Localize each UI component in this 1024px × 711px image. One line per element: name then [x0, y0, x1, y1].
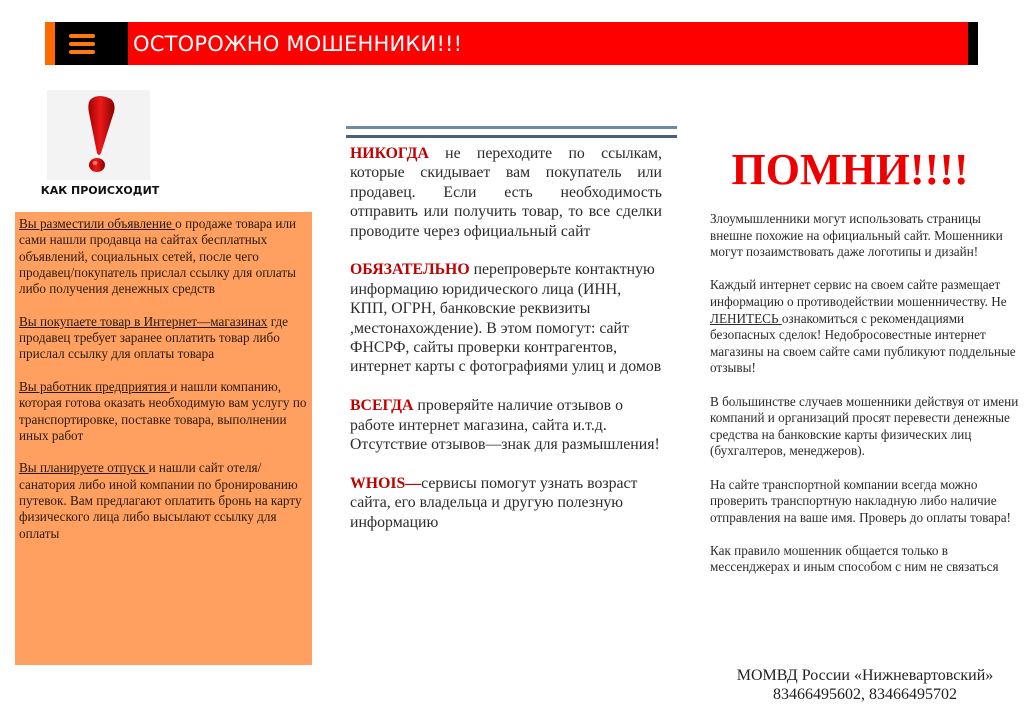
remember-heading: ПОМНИ!!!!	[731, 145, 969, 194]
advice-text: не переходите по ссылкам, которые скидывает вам покупатель или продавец. Если есть необходимость отправить или получить товар, то все сделки проводите через официальный сайт	[350, 145, 662, 240]
scenario-item	[19, 314, 308, 363]
how-it-happens-heading: КАК ПРОИСХОДИТ	[40, 184, 160, 197]
advice-keyword: WHOIS—	[350, 474, 422, 492]
remember-paragraph: На сайте транспортной компании всегда можно проверить транспортную накладную либо наличие отправления на ваше имя. Проверь до оплаты товара!	[710, 476, 1011, 525]
scenario-item	[19, 460, 308, 541]
contact-block	[700, 666, 1024, 704]
advice-item	[350, 144, 662, 241]
advice-keyword: ВСЕГДА	[350, 397, 414, 415]
advice-item	[350, 474, 662, 532]
remember-column	[710, 211, 1020, 593]
advice-column	[350, 144, 662, 551]
scenario-text: и нашли сайт отеля/санатория либо иной компании по бронированию путевок. Вам предлагают оплатить бронь на карту физического лица либо высылают ссылку для оплаты	[19, 460, 302, 541]
remember-paragraph	[710, 277, 1020, 377]
remember-paragraph: В большинстве случаев мошенники действуя от имени компаний и организаций просят перевести денежные средства на банковские карты физических лиц (бухгалтеров, менеджеров).	[710, 393, 1019, 459]
remember-text: ознакомиться с рекомендациями безопасных сделок! Недобросовестные интернет магазины на своем сайте сами публикуют поддельные отзывы!	[710, 310, 1016, 376]
double-rule-divider	[346, 126, 677, 138]
remember-paragraph: Злоумышленники могут использовать страницы внешне похожие на официальный сайт. Мошенники могут позаимствовать даже логотипы и дизайн!	[710, 211, 1003, 260]
advice-text: сервисы помогут узнать возраст сайта, его владельца и другую полезную информацию	[350, 474, 638, 531]
contact-phones: 83466495602, 83466495702	[773, 686, 957, 703]
red-exclamation-mark-icon	[47, 90, 150, 180]
scenario-lead: Вы разместили объявление	[19, 216, 176, 231]
banner-accent-strip	[45, 22, 55, 65]
scenario-text: о продаже товара или сами нашли продавца на сайтах бесплатных объявлений, социальных сетей, после чего продавец/покупатель прислал ссылку для оплаты либо получения денежных средств	[19, 216, 297, 297]
banner-title-area	[128, 22, 968, 65]
advice-keyword: ОБЯЗАТЕЛЬНО	[350, 261, 470, 279]
menu-button[interactable]	[55, 22, 128, 65]
banner-title: ОСТОРОЖНО МОШЕННИКИ!!!	[133, 31, 463, 56]
remember-paragraph: Как правило мошенник общается только в мессенджерах и иным способом с ним не связаться	[710, 542, 999, 575]
advice-item	[350, 396, 662, 454]
advice-text: проверяйте наличие отзывов о работе интернет магазина, сайта и.т.д. Отсутствие отзывов—знак для размышления!	[350, 397, 660, 454]
remember-text: Каждый интернет сервис на своем сайте размещает информацию о противодействии мошенничеству. Не	[710, 277, 1007, 309]
remember-emphasis: ЛЕНИТЕСЬ	[710, 310, 782, 326]
scenarios-box	[15, 212, 312, 665]
scenario-lead: Вы работник предприятия	[19, 378, 171, 394]
advice-text: перепроверьте контактную информацию юридического лица (ИНН, КПП, ОГРН, банковские реквизиты ,местонахождение). В этом помогут: сайт ФНСРФ, сайты проверки контрагентов, интернет карты с фотографиями улиц и домов	[350, 261, 662, 376]
scenario-lead: Вы планируете отпуск	[19, 460, 149, 476]
contact-organization: МОМВД России «Нижневартовский»	[736, 667, 994, 684]
scenario-text: и нашли компанию, которая готова оказать необходимую вам услугу по транспортировке, поставке товара, выполнении иных работ	[19, 378, 307, 443]
warning-banner	[45, 22, 978, 65]
advice-keyword: НИКОГДА	[350, 145, 429, 162]
banner-endcap	[968, 22, 978, 65]
advice-item	[350, 260, 662, 376]
hamburger-menu-icon	[69, 34, 95, 54]
scenario-item	[19, 216, 308, 297]
scenario-text: где продавец требует заранее оплатить товар либо прислал ссылку для оплаты товара	[19, 313, 289, 362]
scenario-item	[19, 379, 308, 444]
scenario-lead: Вы покупаете товар в Интернет—магазинах	[19, 313, 268, 329]
